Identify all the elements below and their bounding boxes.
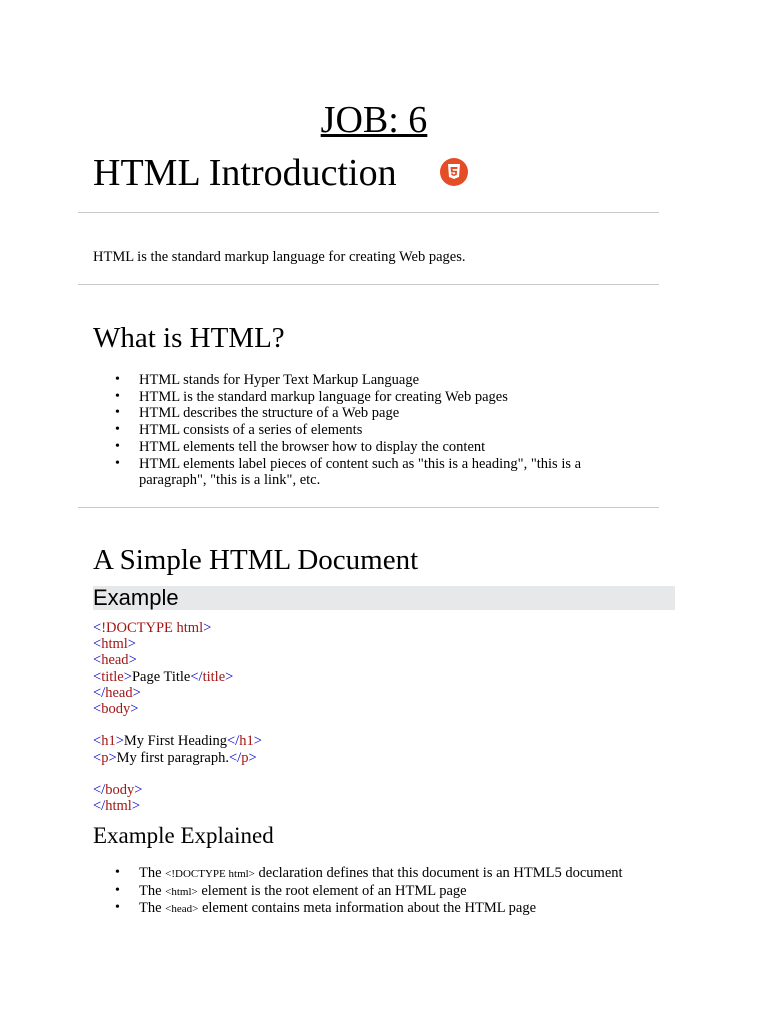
section-heading-simple-document: A Simple HTML Document	[93, 544, 419, 576]
page-title: HTML Introduction	[93, 152, 397, 194]
html5-shield-icon	[447, 164, 461, 180]
code-line-html-open: <html>	[93, 636, 136, 653]
divider	[78, 284, 659, 285]
section-heading-what-is-html: What is HTML?	[93, 322, 285, 354]
example-header	[93, 586, 675, 610]
list-item: • HTML elements tell the browser how to display the content	[93, 439, 633, 456]
code-line-body-open: <body>	[93, 701, 139, 718]
code-line-title: <title>Page Title</title>	[93, 668, 234, 685]
html5-icon	[440, 158, 468, 186]
code-line-head-close: </head>	[93, 684, 141, 701]
list-item: • The <head> element contains meta information about the HTML page	[93, 900, 693, 918]
code-line-doctype: <!DOCTYPE html>	[93, 620, 212, 636]
job-title: JOB: 6	[320, 99, 428, 141]
code-line-head-open: <head>	[93, 652, 137, 669]
code-line-p: <p>My first paragraph.</p>	[93, 749, 257, 766]
list-item: • HTML describes the structure of a Web page	[93, 405, 633, 422]
what-is-html-list	[93, 372, 633, 489]
intro-text: HTML is the standard markup language for creating Web pages.	[93, 249, 466, 265]
list-item: • HTML is the standard markup language for creating Web pages	[93, 389, 633, 406]
code-line-body-close: </body>	[93, 782, 143, 798]
code-line-html-close: </html>	[93, 798, 140, 815]
list-item: • The <!DOCTYPE html> declaration defines that this document is an HTML5 document	[93, 865, 693, 883]
list-item: • HTML consists of a series of elements	[93, 422, 633, 439]
code-example	[93, 620, 262, 814]
divider	[78, 212, 659, 213]
divider	[78, 507, 659, 508]
example-label: Example	[93, 585, 179, 610]
code-line-h1: <h1>My First Heading</h1>	[93, 733, 262, 750]
list-item: • HTML elements label pieces of content such as "this is a heading", "this is a paragraph", "this is a link", etc.	[93, 456, 633, 489]
list-item: • The <html> element is the root element of an HTML page	[93, 883, 693, 901]
section-heading-example-explained: Example Explained	[93, 823, 274, 848]
code-line-blank	[93, 717, 262, 733]
list-item: • HTML stands for Hyper Text Markup Language	[93, 372, 633, 389]
code-line-blank	[93, 766, 262, 782]
example-explained-list	[93, 865, 693, 918]
